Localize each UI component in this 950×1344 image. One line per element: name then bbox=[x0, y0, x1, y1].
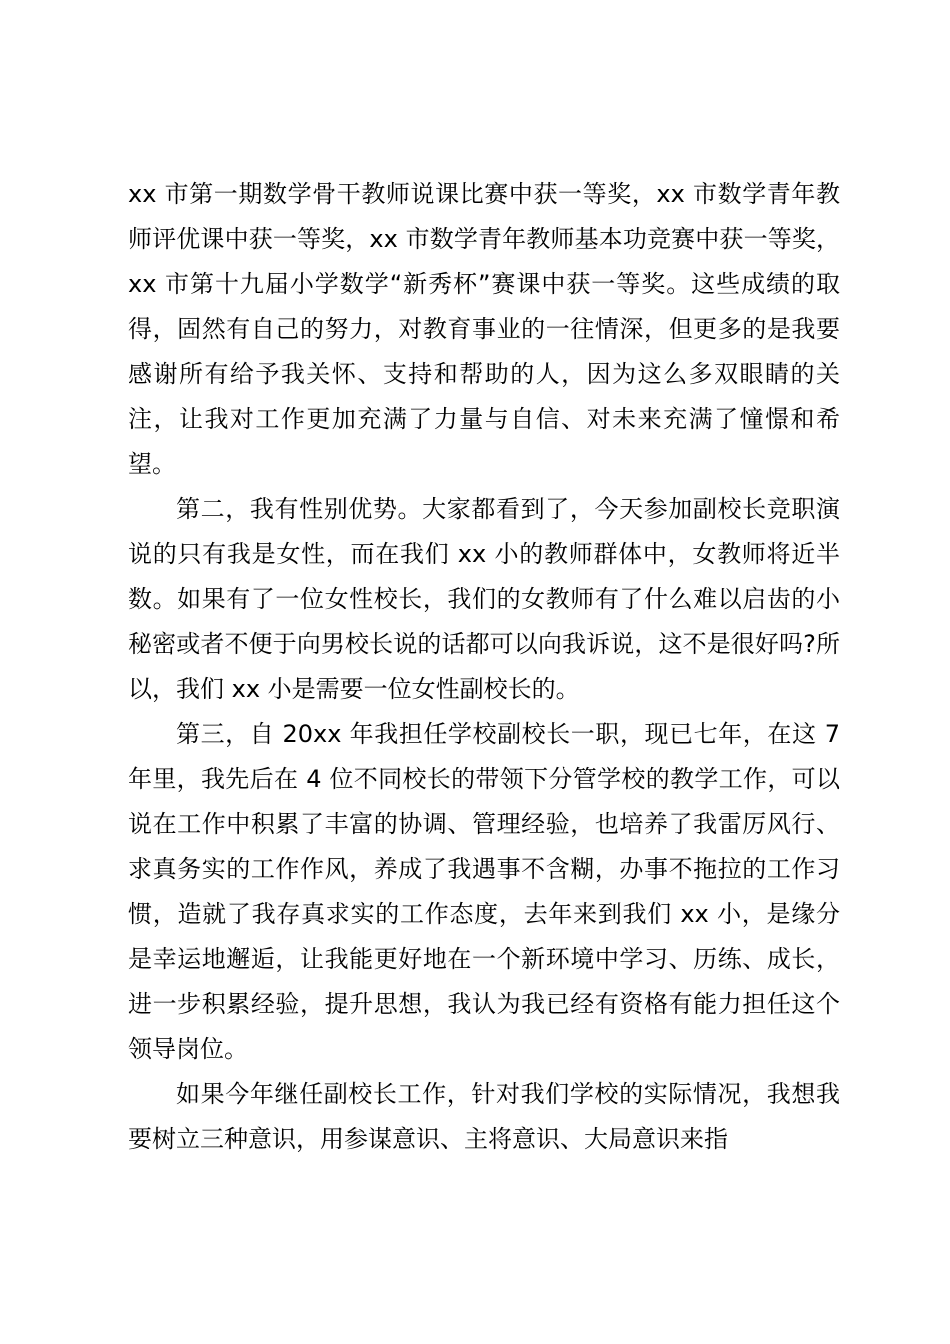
paragraph-gender-advantage: 第二，我有性别优势。大家都看到了，今天参加副校长竞职演说的只有我是女性，而在我们 xx 小的教师群体中，女教师将近半数。如果有了一位女性校长，我们的女教师有了什么难以启齿的小秘密或者不便于向男校长说的话都可以向我诉说，这不是很好吗?所以，我们 xx 小是需要一位女性副校长的。 bbox=[128, 495, 840, 703]
paragraph-awards: xx 市第一期数学骨干教师说课比赛中获一等奖，xx 市数学青年教师评优课中获一等奖，xx 市数学青年教师基本功竞赛中获一等奖，xx 市第十九届小学数学“新秀杯”赛课中获一等奖。这些成绩的取得，固然有自己的努力，对教育事业的一往情深，但更多的是我要感谢所有给予我关怀、支持和帮助的人，因为这么多双眼睛的关注，让我对工作更加充满了力量与自信、对未来充满了憧憬和希望。 bbox=[128, 180, 840, 478]
paragraph-plan: 如果今年继任副校长工作，针对我们学校的实际情况，我想我要树立三种意识，用参谋意识、主将意识、大局意识来指 bbox=[128, 1080, 840, 1153]
paragraph-experience: 第三，自 20xx 年我担任学校副校长一职，现已七年，在这 7 年里，我先后在 4 位不同校长的带领下分管学校的教学工作，可以说在工作中积累了丰富的协调、管理经验，也培养了我雷厉风行、求真务实的工作作风，养成了我遇事不含糊，办事不拖拉的工作习惯，造就了我存真求实的工作态度，去年来到我们 xx 小，是缘分是幸运地邂逅，让我能更好地在一个新环境中学习、历练、成长，进一步积累经验，提升思想，我认为我已经有资格有能力担任这个领导岗位。 bbox=[128, 720, 840, 1063]
document-body bbox=[128, 172, 840, 1162]
